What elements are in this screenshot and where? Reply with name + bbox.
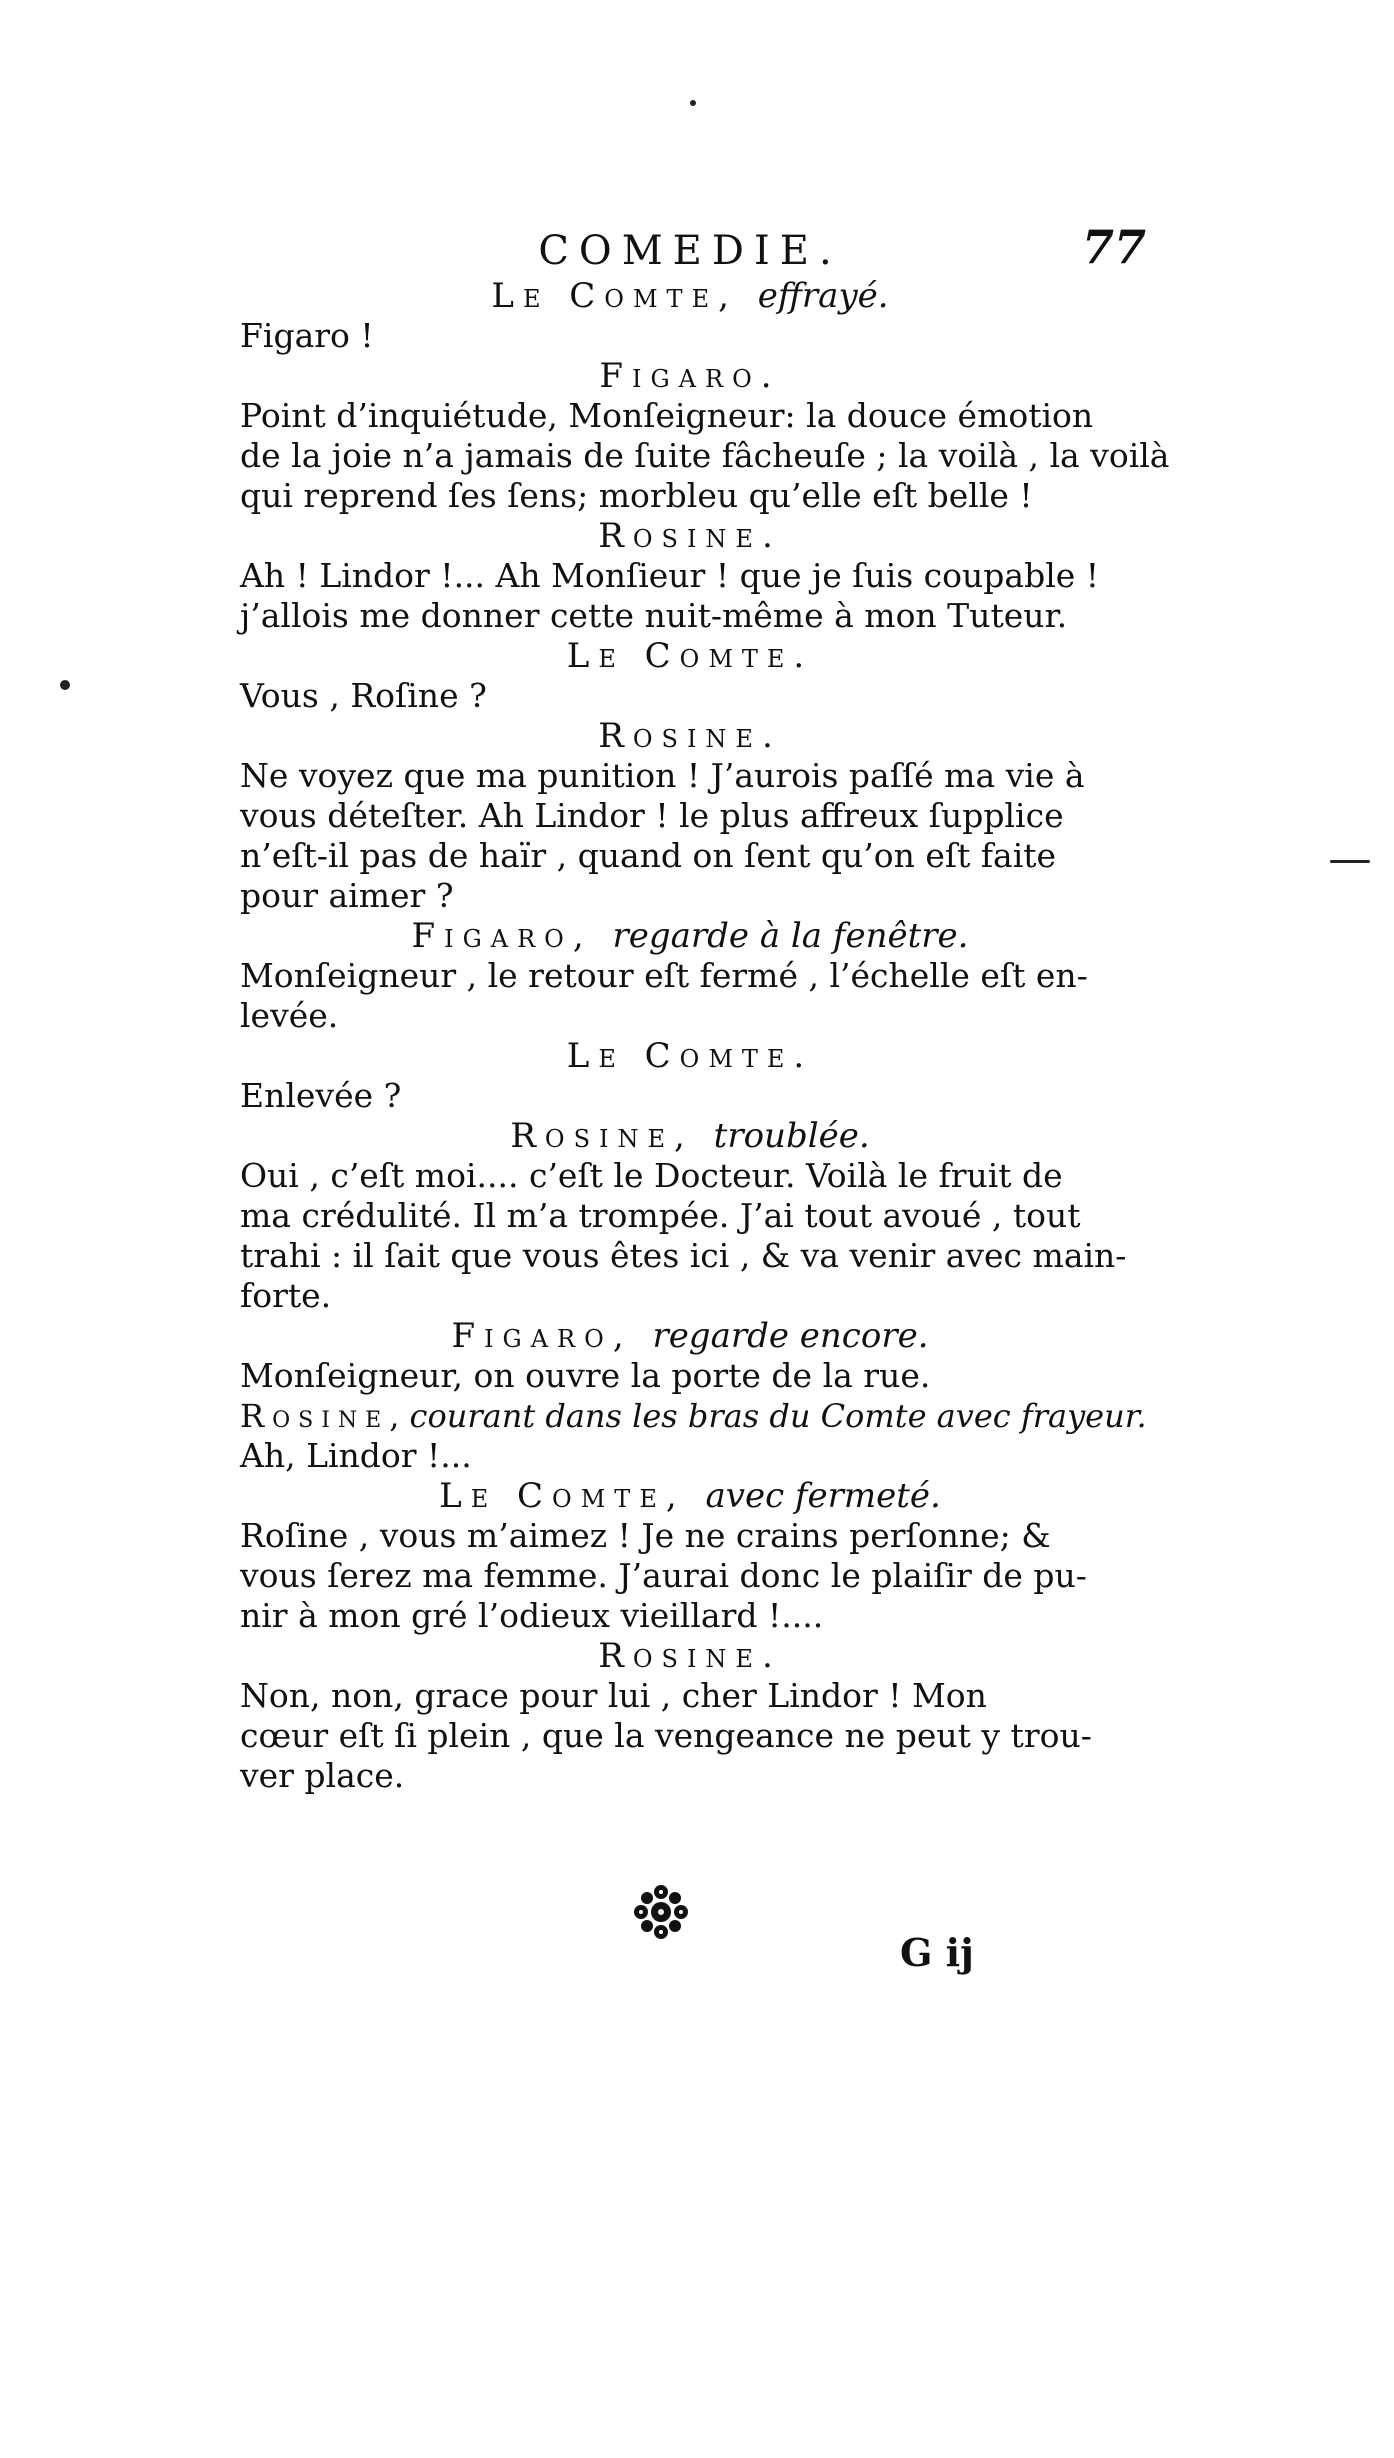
dialogue-line: j’allois me donner cette nuit-même à mon Tuteur. xyxy=(240,596,1068,635)
dialogue-line: cœur eſt ſi plein , que la vengeance ne peut y trou- xyxy=(240,1716,1092,1755)
dialogue-line: trahi : il ſait que vous êtes ici , & va venir avec main- xyxy=(240,1236,1127,1275)
speaker-heading xyxy=(240,636,1140,676)
stage-direction: regarde encore. xyxy=(652,1316,929,1356)
dialogue-line: Point d’inquiétude, Monſeigneur: la douce émotion xyxy=(240,396,1094,435)
speaker-heading xyxy=(240,516,1140,556)
dialogue-line: qui reprend ſes ſens; morbleu qu’elle eſt belle ! xyxy=(240,476,1033,515)
speaker-heading xyxy=(240,1636,1140,1676)
dialogue-line: Figaro ! xyxy=(240,316,374,355)
speaker-name: Le Comte. xyxy=(566,1036,814,1076)
stage-direction: avec fermeté. xyxy=(705,1476,941,1516)
dialogue-line: Monſeigneur , le retour eſt fermé , l’échelle eſt en- xyxy=(240,956,1088,995)
dialogue-line: forte. xyxy=(240,1276,332,1315)
speaker-heading: Figaro, regarde à la fenêtre. xyxy=(411,916,969,956)
dialogue-line: Ne voyez que ma punition ! J’aurois paſſé ma vie à xyxy=(240,756,1085,795)
speaker-name: Figaro xyxy=(411,916,573,956)
speaker-name: Rosine xyxy=(240,1397,390,1435)
speaker-name: Rosine xyxy=(510,1116,675,1156)
dialogue-body xyxy=(240,276,1170,1796)
dialogue-line: Roſine , vous m’aimez ! Je ne crains perſonne; & xyxy=(240,1516,1051,1555)
dialogue-line: de la joie n’a jamais de ſuite fâcheuſe ; la voilà , la voilà xyxy=(240,436,1170,475)
page-number: 77 xyxy=(1081,220,1146,274)
dialogue-line: vous déteſter. Ah Lindor ! le plus affreux ſupplice xyxy=(240,796,1064,835)
dialogue-line: vous ſerez ma femme. J’aurai donc le plaiſir de pu- xyxy=(240,1556,1087,1595)
dialogue-line: pour aimer ? xyxy=(240,876,454,915)
stage-direction: courant dans les bras du Comte avec frayeur. xyxy=(409,1397,1147,1435)
speaker-name: Figaro. xyxy=(599,356,781,396)
speaker-name: Le Comte xyxy=(491,276,719,316)
signature-mark: G ij xyxy=(900,1930,974,1975)
running-title: COMEDIE. xyxy=(538,228,842,274)
dialogue-line: Monſeigneur, on ouvre la porte de la rue. xyxy=(240,1356,931,1395)
page-header xyxy=(240,220,1146,276)
dialogue-line: levée. xyxy=(240,996,339,1035)
speaker-heading: Figaro, regarde encore. xyxy=(451,1316,929,1356)
speaker-heading xyxy=(240,716,1140,756)
dialogue-line: Oui , c’eſt moi.... c’eſt le Docteur. Voilà le fruit de xyxy=(240,1156,1063,1195)
speaker-heading: Le Comte, effrayé. xyxy=(491,276,889,316)
speaker-name: Rosine. xyxy=(598,1636,782,1676)
dialogue-line: ver place. xyxy=(240,1756,405,1795)
speaker-name: Figaro xyxy=(451,1316,613,1356)
dialogue-line: Enlevée ? xyxy=(240,1076,402,1115)
ink-speck xyxy=(690,100,696,106)
fleuron-ornament-icon xyxy=(625,1880,697,1944)
stage-direction: effrayé. xyxy=(757,276,889,316)
dialogue-line: Ah ! Lindor !... Ah Monſieur ! que je ſuis coupable ! xyxy=(240,556,1100,595)
stage-direction: regarde à la fenêtre. xyxy=(612,916,969,956)
ink-speck xyxy=(60,680,70,690)
speaker-heading: Le Comte, avec fermeté. xyxy=(439,1476,941,1516)
dialogue-line: nir à mon gré l’odieux vieillard !.... xyxy=(240,1596,824,1635)
printed-text-block xyxy=(240,220,1170,1796)
speaker-heading: Rosine, troublée. xyxy=(510,1116,870,1156)
dialogue-line: Vous , Roſine ? xyxy=(240,676,487,715)
speaker-heading xyxy=(240,1036,1140,1076)
dialogue-line: n’eſt-il pas de haïr , quand on ſent qu’on eſt faite xyxy=(240,836,1057,875)
ink-speck xyxy=(1330,860,1370,863)
speaker-name: Le Comte. xyxy=(566,636,814,676)
speaker-heading xyxy=(240,356,1140,396)
speaker-name: Rosine. xyxy=(598,516,782,556)
speaker-name: Rosine. xyxy=(598,716,782,756)
dialogue-line: Non, non, grace pour lui , cher Lindor ! Mon xyxy=(240,1676,987,1715)
speaker-name: Le Comte xyxy=(439,1476,666,1516)
speaker-heading-inline: Rosine, courant dans les bras du Comte avec frayeur. xyxy=(240,1397,1147,1435)
stage-direction: troublée. xyxy=(713,1116,870,1156)
dialogue-line: Ah, Lindor !... xyxy=(240,1436,472,1475)
dialogue-line: ma crédulité. Il m’a trompée. J’ai tout avoué , tout xyxy=(240,1196,1081,1235)
